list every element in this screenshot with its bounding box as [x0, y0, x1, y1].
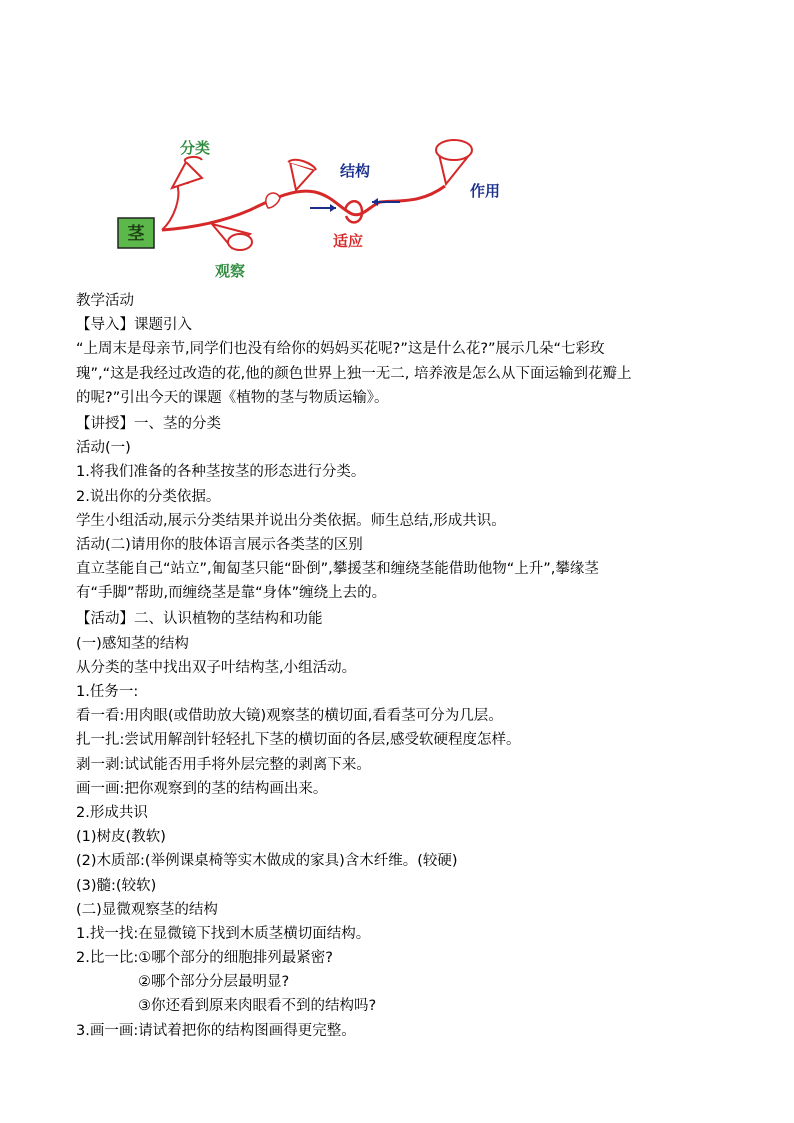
- label-observe: 观察: [215, 262, 246, 280]
- text-line: 扎一扎:尝试用解剖针轻轻扎下茎的横切面的各层,感受软硬程度怎样。: [76, 732, 521, 749]
- leaf: [266, 193, 280, 208]
- text-line: 直立茎能自己“站立”,匍匐茎只能“卧倒”,攀援茎和缠绕茎能借助他物“上升”,攀缘茎: [76, 561, 599, 578]
- text-line: 从分类的茎中找出双子叶结构茎,小组活动。: [76, 659, 357, 676]
- flower-function: [436, 140, 472, 184]
- text-line: 瑰”,“这是我经过改造的花,他的颜色世界上独一无二, 培养液是怎么从下面运输到花瓣上: [76, 365, 632, 382]
- text-line: (二)显微观察茎的结构: [76, 901, 218, 918]
- flower-classify: [172, 157, 202, 188]
- root-label: 茎: [127, 224, 145, 244]
- text-line: (一)感知茎的结构: [76, 635, 189, 652]
- intro-heading: 【导入】课题引入: [76, 317, 192, 334]
- text-line: (3)髓:(较软): [76, 877, 157, 894]
- text-line: 1.将我们准备的各种茎按茎的形态进行分类。: [76, 464, 366, 481]
- document-body: [76, 289, 736, 1043]
- activity-heading: 【活动】二、认识植物的茎结构和功能: [76, 611, 323, 628]
- vine-illustration: [100, 128, 540, 288]
- text-line: 1.找一找:在显微镜下找到木质茎横切面结构。: [76, 925, 371, 942]
- lecture-heading: 【讲授】一、茎的分类: [76, 415, 221, 432]
- text-line: 1.任务一:: [76, 684, 139, 700]
- text-line: 2.形成共识: [76, 804, 148, 821]
- text-line: 活动(一): [76, 440, 131, 457]
- text-line: (2)木质部:(举例课桌椅等实木做成的家具)含木纤维。(较硬): [76, 853, 458, 870]
- flower-structure: [288, 160, 316, 190]
- text-line: (1)树皮(教软): [76, 829, 166, 846]
- text-line: 2.比一比:①哪个部分的细胞排列最紧密?: [76, 950, 333, 967]
- label-classify: 分类: [180, 139, 211, 157]
- text-line: 画一画:把你观察到的茎的结构画出来。: [76, 780, 328, 797]
- text-line-indented: ③你还看到原来肉眼看不到的结构吗?: [138, 998, 377, 1015]
- text-line: 活动(二)请用你的肢体语言展示各类茎的区别: [76, 536, 363, 553]
- text-line: 学生小组活动,展示分类结果并说出分类依据。师生总结,形成共识。: [76, 512, 506, 529]
- text-line: 的呢?”引出今天的课题《植物的茎与物质运输》。: [76, 389, 389, 406]
- text-line: 2.说出你的分类依据。: [76, 488, 221, 505]
- text-line: 3.画一画:请试着把你的结构图画得更完整。: [76, 1022, 356, 1039]
- text-line: “上周末是母亲节,同学们也没有给你的妈妈买花呢?”这是什么花?”展示几朵“七彩玫: [76, 341, 605, 358]
- text-line: 有“手脚”帮助,而缠绕茎是靠“身体”缠绕上去的。: [76, 585, 387, 602]
- text-line-indented: ②哪个部分分层最明显?: [138, 974, 290, 991]
- text-line: 看一看:用肉眼(或借助放大镜)观察茎的横切面,看看茎可分为几层。: [76, 708, 503, 725]
- section-heading: 教学活动: [76, 293, 134, 309]
- flower-observe: [212, 224, 252, 250]
- label-adapt: 适应: [333, 232, 364, 250]
- concept-diagram: [100, 128, 540, 288]
- label-function: 作用: [470, 182, 501, 200]
- label-structure: 结构: [340, 162, 371, 180]
- vine-stem: [162, 186, 445, 230]
- text-line: 剥一剥:试试能否用手将外层完整的剥离下来。: [76, 756, 371, 773]
